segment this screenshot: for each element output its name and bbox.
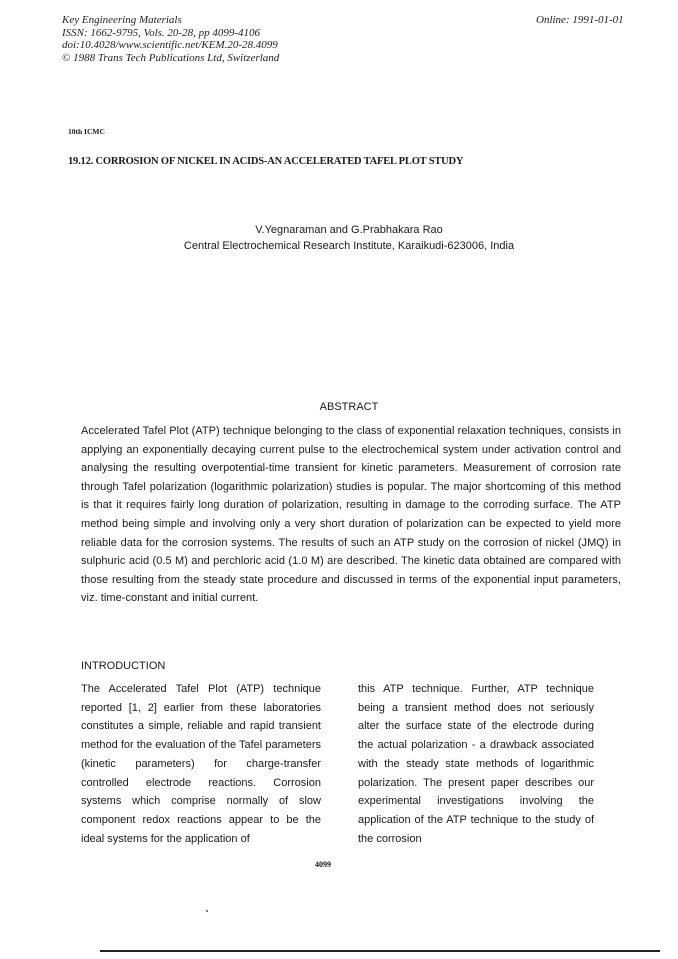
issn-line: ISSN: 1662-9795, Vols. 20-28, pp 4099-4106 <box>62 26 260 39</box>
journal-metadata <box>62 14 279 64</box>
scan-speck <box>206 910 208 912</box>
introduction-left-column: The Accelerated Tafel Plot (ATP) technique reported [1, 2] earlier from these laboratories constitutes a simple, reliable and rapid transient method for the evaluation of the Tafel parameters (kinetic parameters) for charge-transfer controlled electrode reactions. Corrosion systems which comprise normally of slow component redox reactions appear to be the ideal systems for the application of <box>81 683 321 845</box>
conference-label: 10th ICMC <box>68 127 105 136</box>
abstract-heading: ABSTRACT <box>319 401 379 413</box>
authors: V.Yegnaraman and G.Prabhakara Rao <box>255 224 443 236</box>
bottom-rule <box>100 950 660 952</box>
affiliation: Central Electrochemical Research Institute, Karaikudi-623006, India <box>183 240 515 252</box>
abstract-body: Accelerated Tafel Plot (ATP) technique belonging to the class of exponential relaxation techniques, consists in applying an exponentially decaying current pulse to the electrochemical system under activation control and analysing the resulting overpotential-time transient for kinetic parameters. Measurement of corrosion rate through Tafel polarization (logarithmic polarization) studies is popular. The major shortcoming of this method is that it requires fairly long duration of polarization, resulting in damage to the corroding surface. The ATP method being simple and involving only a very short duration of polarization can be expected to yield more reliable data for the corrosion systems. The results of such an ATP study on the corrosion of nickel (JMQ) in sulphuric acid (0.5 M) and perchloric acid (1.0 M) are described. The kinetic data obtained are compared with those resulting from the steady state procedure and discussed in terms of the exponential input parameters, viz. time-constant and initial current. <box>81 425 621 605</box>
copyright-line: © 1988 Trans Tech Publications Ltd, Switzerland <box>62 51 280 64</box>
page-number: 4099 <box>315 860 331 869</box>
introduction-right-column: this ATP technique. Further, ATP technique being a transient method does not seriously alter the surface state of the electrode during the actual polarization - a drawback associated with the steady state methods of logarithmic polarization. The present paper describes our experimental investigations involving the application of the ATP technique to the study of the corrosion <box>358 683 594 845</box>
paper-title: 19.12. CORROSION OF NICKEL IN ACIDS-AN ACCELERATED TAFEL PLOT STUDY <box>68 156 464 167</box>
introduction-heading: INTRODUCTION <box>81 660 166 672</box>
doi-line: doi:10.4028/www.scientific.net/KEM.20-28.4099 <box>62 39 278 51</box>
journal-name: Key Engineering Materials <box>62 14 182 26</box>
online-date: Online: 1991-01-01 <box>536 14 624 26</box>
